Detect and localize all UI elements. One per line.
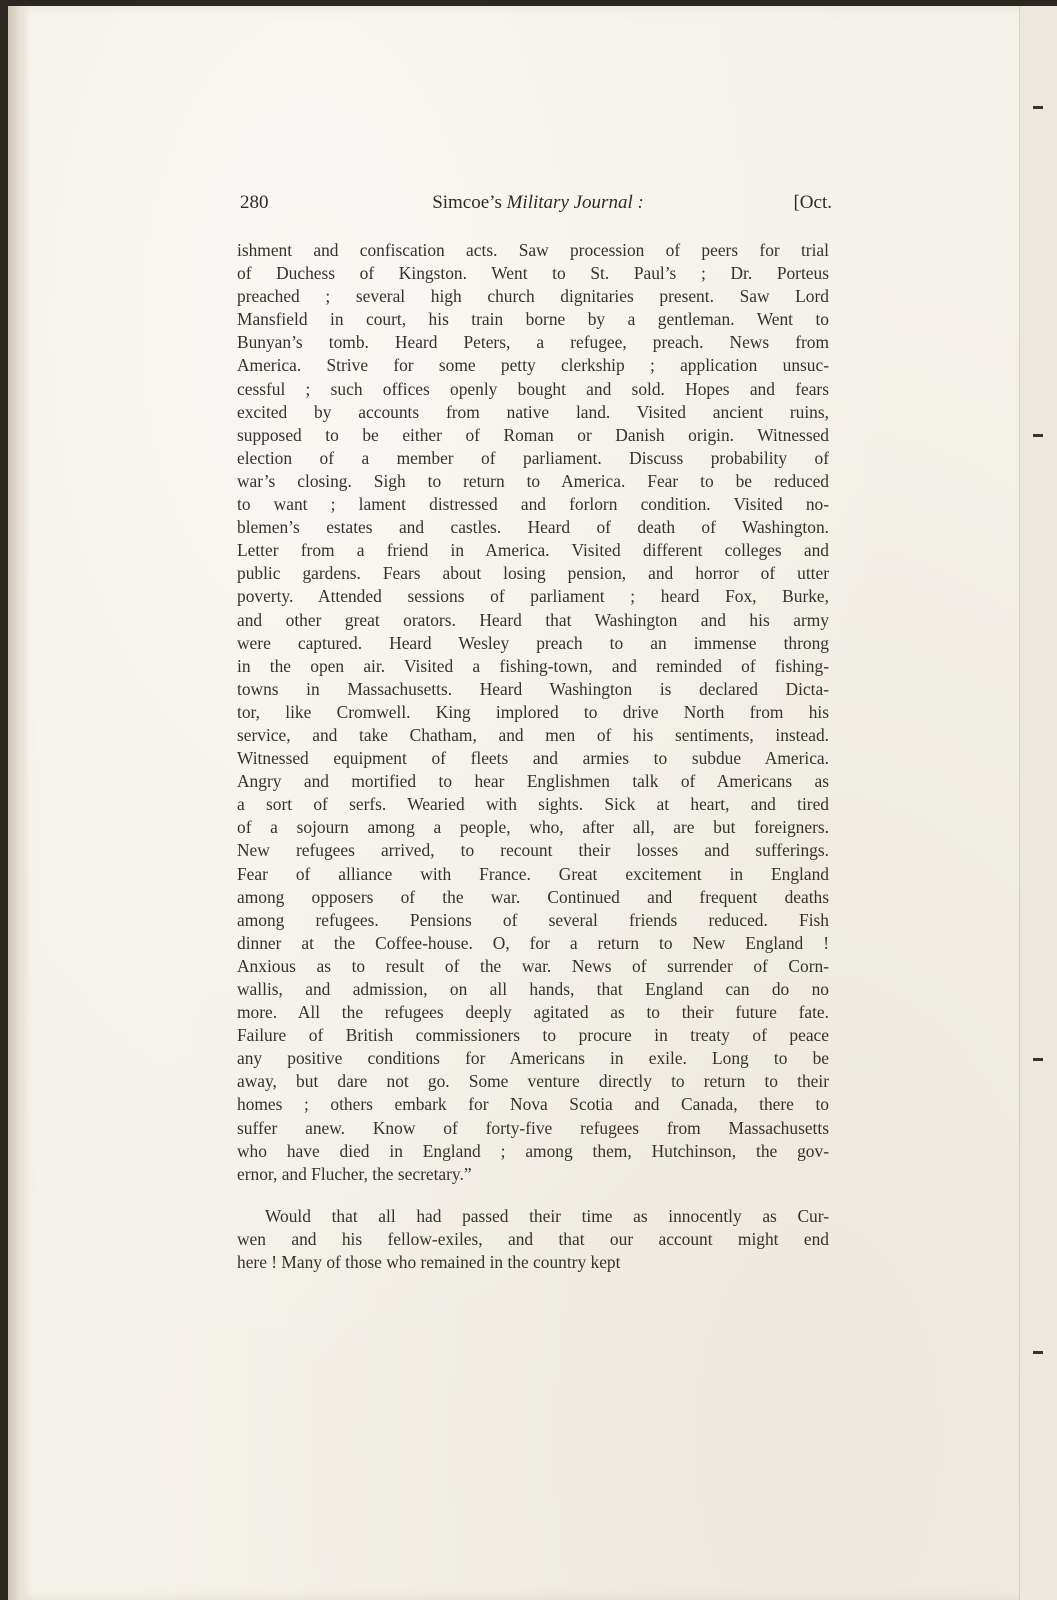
text-line: Would that all had passed their time as innocently as Cur-: [265, 1205, 829, 1226]
running-title-italic: Military Journal :: [506, 192, 644, 213]
adjacent-page-edge: [1019, 6, 1057, 1600]
text-line: a sort of serfs. Wearied with sights. Sick at heart, and tired: [237, 794, 829, 815]
text-line: poverty. Attended sessions of parliament ; heard Fox, Burke,: [237, 586, 829, 607]
page-number: 280: [240, 192, 269, 213]
text-line: New refugees arrived, to recount their losses and sufferings.: [237, 840, 829, 861]
edge-mark: [1033, 1351, 1043, 1354]
text-line: and other great orators. Heard that Washington and his army: [237, 609, 829, 630]
text-line: cessful ; such offices openly bought and sold. Hopes and fears: [237, 378, 829, 399]
text-line: among refugees. Pensions of several friends reduced. Fish: [237, 909, 829, 930]
running-header: [234, 192, 842, 222]
text-line: blemen’s estates and castles. Heard of death of Washington.: [237, 517, 829, 538]
edge-mark: [1033, 434, 1043, 437]
text-line: to want ; lament distressed and forlorn condition. Visited no-: [237, 494, 829, 515]
text-line: service, and take Chatham, and men of his sentiments, instead.: [237, 724, 829, 745]
paragraph-gap: [237, 1186, 829, 1205]
text-line: public gardens. Fears about losing pension, and horror of utter: [237, 563, 829, 584]
text-line: away, but dare not go. Some venture directly to return to their: [237, 1071, 829, 1092]
text-line: Witnessed equipment of fleets and armies to subdue America.: [237, 748, 829, 769]
edge-mark: [1033, 106, 1043, 109]
text-line: Fear of alliance with France. Great excitement in England: [237, 863, 829, 884]
body-text: [237, 239, 829, 1274]
text-line: who have died in England ; among them, Hutchinson, the gov-: [237, 1140, 829, 1161]
edge-mark: [1033, 1058, 1043, 1061]
running-header-month: [Oct.: [793, 192, 832, 213]
text-line: more. All the refugees deeply agitated as to their future fate.: [237, 1002, 829, 1023]
text-line: war’s closing. Sigh to return to America. Fear to be reduced: [237, 470, 829, 491]
text-line: suffer anew. Know of forty-five refugees from Massachusetts: [237, 1117, 829, 1138]
text-line: ernor, and Flucher, the secretary.”: [237, 1163, 472, 1184]
text-line: Bunyan’s tomb. Heard Peters, a refugee, preach. News from: [237, 332, 829, 353]
text-line: here ! Many of those who remained in the country kept: [237, 1252, 621, 1273]
text-line: preached ; several high church dignitaries present. Saw Lord: [237, 286, 829, 307]
text-line: were captured. Heard Wesley preach to an immense throng: [237, 632, 829, 653]
text-line: of a sojourn among a people, who, after all, are but foreigners.: [237, 817, 829, 838]
text-line: of Duchess of Kingston. Went to St. Paul’s ; Dr. Porteus: [237, 263, 829, 284]
text-line: Failure of British commissioners to procure in treaty of peace: [237, 1025, 829, 1046]
text-line: supposed to be either of Roman or Danish origin. Witnessed: [237, 424, 829, 445]
text-line: in the open air. Visited a fishing-town, and reminded of fishing-: [237, 655, 829, 676]
text-line: tor, like Cromwell. King implored to drive North from his: [237, 701, 829, 722]
running-title-prefix: Simcoe’s: [432, 192, 507, 213]
text-line: dinner at the Coffee-house. O, for a return to New England !: [237, 932, 829, 953]
text-line: any positive conditions for Americans in exile. Long to be: [237, 1048, 829, 1069]
text-line: excited by accounts from native land. Visited ancient ruins,: [237, 401, 829, 422]
page-spine-edge: [8, 6, 30, 1600]
text-line: among opposers of the war. Continued and frequent deaths: [237, 886, 829, 907]
paragraph: [237, 239, 829, 1186]
text-line: wallis, and admission, on all hands, that England can do no: [237, 979, 829, 999]
text-line: towns in Massachusetts. Heard Washington is declared Dicta-: [237, 678, 829, 699]
text-line: ishment and confiscation acts. Saw procession of peers for trial: [237, 240, 829, 260]
text-line: Anxious as to result of the war. News of surrender of Corn-: [237, 955, 829, 976]
text-line: homes ; others embark for Nova Scotia and Canada, there to: [237, 1094, 829, 1115]
running-title: [234, 192, 842, 214]
book-page: [8, 6, 1020, 1600]
text-line: America. Strive for some petty clerkship ; application unsuc-: [237, 355, 829, 376]
text-line: Mansfield in court, his train borne by a gentleman. Went to: [237, 309, 829, 330]
paragraph: [237, 1205, 829, 1274]
text-line: wen and his fellow-exiles, and that our account might end: [237, 1228, 829, 1249]
text-line: election of a member of parliament. Discuss probability of: [237, 447, 829, 468]
text-line: Angry and mortified to hear Englishmen talk of Americans as: [237, 771, 829, 792]
text-line: Letter from a friend in America. Visited different colleges and: [237, 540, 829, 561]
